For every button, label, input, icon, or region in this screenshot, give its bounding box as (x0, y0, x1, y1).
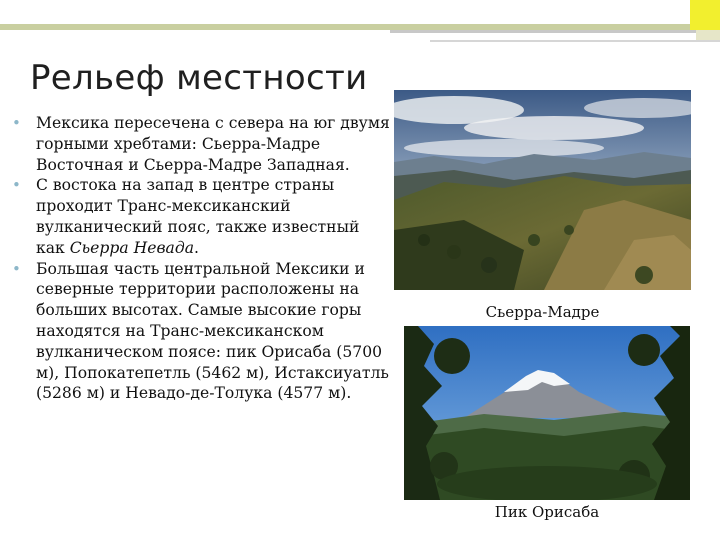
bullet-text: С востока на запад в центре страны проходит Транс-мексиканский вулканический пояс, также известный как (36, 176, 360, 257)
bullet-text: Большая часть центральной Мексики и северные территории расположены на больших высотах. Самые высокие горы находятся на Транс-мексиканском вулканическом поясе: пик Орисаба (5700 м), Попокатепетль (5462 м), Истаксиуатль (5286 м) и Невадо-де-Толука (4577 м). (36, 259, 389, 403)
bullet-text-end: . (194, 238, 199, 257)
pico-orizaba-caption: Пик Орисаба (494, 503, 600, 521)
bullet-dot-icon: • (12, 114, 21, 132)
bullet-item (8, 259, 390, 405)
bullet-item (8, 175, 390, 258)
bullet-list (8, 113, 390, 404)
bullet-emphasis: Сьерра Невада (69, 238, 194, 257)
slide-title: Рельеф местности (30, 58, 368, 98)
bullet-text: Мексика пересечена с севера на юг двумя горными хребтами: Сьерра-Мадре Восточная и Сьерра-Мадре Западная. (36, 114, 390, 174)
bullet-dot-icon: • (12, 259, 21, 278)
bullet-item (8, 113, 390, 175)
pico-orizaba-photo (404, 326, 690, 500)
sierra-madre-photo (394, 90, 691, 290)
header-decoration (0, 0, 720, 50)
bullet-dot-icon: • (12, 176, 21, 195)
sierra-madre-caption: Сьерра-Мадре (485, 303, 600, 321)
